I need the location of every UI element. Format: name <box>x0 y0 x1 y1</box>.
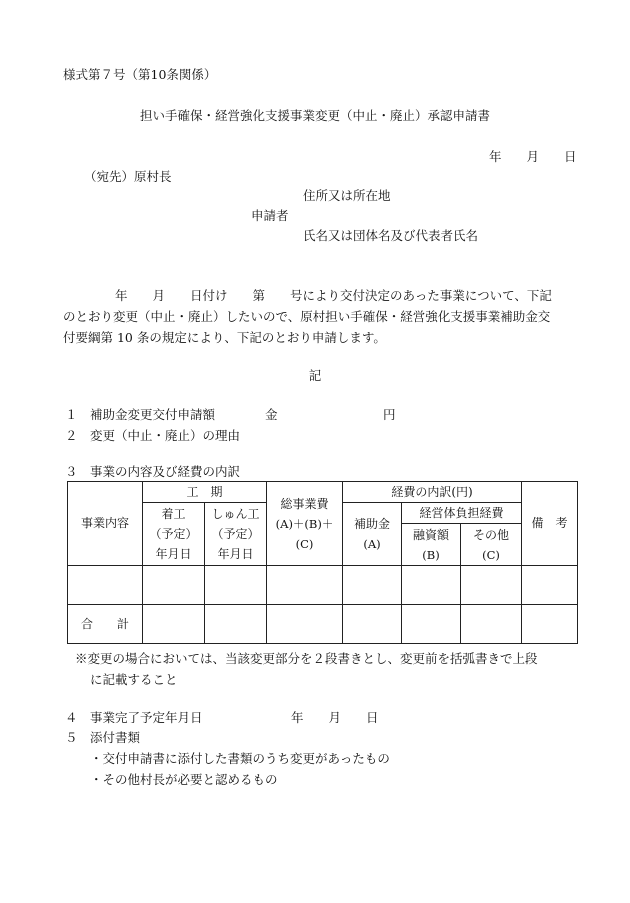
cell-entry-shunko[interactable] <box>205 566 267 605</box>
sojigyohi-formula: (A)＋(B)＋(C) <box>275 516 334 551</box>
body-line-2: のとおり変更（中止・廃止）したいので、原村担い手確保・経営強化支援事業補助金交 <box>63 309 551 324</box>
item-2-number: ２ <box>65 428 78 443</box>
note-line-2: に記載すること <box>90 672 178 687</box>
chakko-ymd: 年月日 <box>155 547 192 561</box>
yushigaku-label: 融資額 <box>413 527 450 542</box>
header-sojigyohi <box>267 482 343 566</box>
shunko-ymd: 年月日 <box>217 547 254 561</box>
note-line-1: ※変更の場合においては、当該変更部分を２段書きとし、変更前を括弧書きで上段 <box>75 651 538 666</box>
cell-total-biko[interactable] <box>522 605 578 644</box>
header-keiei-futan: 経営体負担経費 <box>402 503 522 524</box>
header-hojokin <box>343 503 402 566</box>
header-keihi-uchiwake: 経費の内訳(円) <box>343 482 522 503</box>
hojokin-code: (A) <box>363 537 381 551</box>
cell-entry-yushigaku[interactable] <box>402 566 461 605</box>
header-biko: 備 考 <box>522 482 578 566</box>
document-title: 担い手確保・経営強化支援事業変更（中止・廃止）承認申請書 <box>139 108 490 123</box>
ki-heading: 記 <box>308 368 322 383</box>
item-4-label: 事業完了予定年月日 <box>90 710 203 725</box>
table-row-total <box>68 605 578 644</box>
item-3-label: 事業の内容及び経費の内訳 <box>90 464 241 479</box>
header-sonota <box>461 524 522 566</box>
sojigyohi-label: 総事業費 <box>280 496 329 511</box>
item-1-label: 補助金変更交付申請額 <box>90 407 216 422</box>
form-number: 様式第７号（第10条関係） <box>63 67 217 82</box>
date-line: 年 月 日 <box>489 149 577 164</box>
item-3-number: ３ <box>65 464 78 479</box>
address-label: 住所又は所在地 <box>303 188 391 203</box>
body-line-1: 年 月 日付け 第 号により交付決定のあった事業について、下記 <box>115 288 552 303</box>
cell-entry-sojigyohi[interactable] <box>267 566 343 605</box>
item-5-label: 添付書類 <box>90 730 141 745</box>
shunko-yotei: （予定） <box>211 527 260 541</box>
cell-entry-hojokin[interactable] <box>343 566 402 605</box>
cell-total-hojokin[interactable] <box>343 605 402 644</box>
shunko-label: しゅん工 <box>211 507 260 521</box>
cell-entry-chakko[interactable] <box>143 566 205 605</box>
addressee: （宛先）原村長 <box>84 169 172 184</box>
cell-total-sojigyohi[interactable] <box>267 605 343 644</box>
header-yushigaku <box>402 524 461 566</box>
item-1-kin: 金 <box>265 407 278 422</box>
hojokin-label: 補助金 <box>354 517 391 531</box>
applicant-role-label: 申請者 <box>251 208 289 223</box>
cell-entry-naiyo[interactable] <box>68 566 143 605</box>
attachment-item: ・交付申請書に添付した書類のうち変更があったもの <box>90 751 390 766</box>
cell-total-shunko[interactable] <box>205 605 267 644</box>
body-line-3: 付要綱第 10 条の規定により、下記のとおり申請します。 <box>63 330 386 345</box>
header-jigyo-naiyo: 事業内容 <box>68 482 143 566</box>
chakko-label: 着工 <box>161 507 186 521</box>
header-shunko <box>205 503 267 566</box>
sonota-code: (C) <box>482 547 500 562</box>
attachment-item: ・その他村長が必要と認めるもの <box>90 772 278 787</box>
item-1-yen: 円 <box>383 407 396 422</box>
item-2-label: 変更（中止・廃止）の理由 <box>90 428 241 443</box>
cell-gokei-label: 合 計 <box>68 605 143 644</box>
sonota-label: その他 <box>473 527 510 542</box>
cell-total-sonota[interactable] <box>461 605 522 644</box>
name-label: 氏名又は団体名及び代表者氏名 <box>303 228 479 243</box>
yushigaku-code: (B) <box>422 547 440 562</box>
item-1-number: １ <box>65 407 78 422</box>
header-chakko <box>143 503 205 566</box>
cell-total-yushigaku[interactable] <box>402 605 461 644</box>
header-koki: 工 期 <box>143 482 267 503</box>
item-4-number: ４ <box>65 710 78 725</box>
item-4-date: 年 月 日 <box>291 710 379 725</box>
item-5-number: ５ <box>65 730 78 745</box>
cell-entry-biko[interactable] <box>522 566 578 605</box>
cell-total-chakko[interactable] <box>143 605 205 644</box>
chakko-yotei: （予定） <box>149 527 198 541</box>
table-row-entry <box>68 566 578 605</box>
expense-table <box>67 481 578 644</box>
cell-entry-sonota[interactable] <box>461 566 522 605</box>
